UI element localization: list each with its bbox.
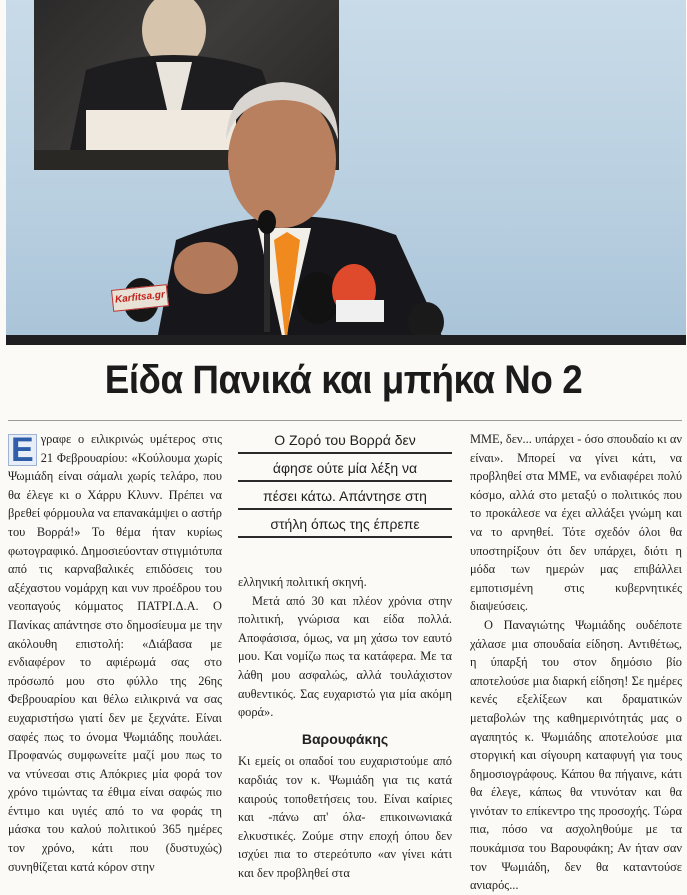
pull-quote (238, 430, 452, 542)
news-photo (6, 0, 686, 345)
headline-divider (8, 420, 682, 421)
mic-label (336, 300, 384, 322)
column-2-paragraph-2: Μετά από 30 και πλέον χρόνια στην πολιτική, γνώρισα και είδα πολλά. Αποφάσισα, όμως, να μη χάσω τον εαυτό μου. Και νομίζω πως τα κατάφερα. Με τα λάθη μου ασφαλώς, αλλά τουλάχιστον αυθεντικός. Σας ευχαριστώ για μία ακόμη φορά». (238, 593, 452, 720)
speaker-face (228, 92, 336, 228)
pull-quote-line-3: πέσει κάτω. Απάντησε στη (238, 486, 452, 510)
article-column-1 (8, 430, 222, 876)
microphone-icon (258, 210, 276, 234)
pull-quote-line-2: άφησε ούτε μία λέξη να (238, 458, 452, 482)
mic-stand-1 (264, 222, 270, 332)
column-2-paragraph-3: Κι εμείς οι οπαδοί του ευχαριστούμε από καρδιάς τον κ. Ψωμιάδη για τις κατά καιρούς τοποθετήσεις του. Είναι καίριες και -πάνω απ' όλα- επικοινωνιακά ελκυστικές. Ζούμε στην εποχή όπου δεν ισχύει πια το στερεότυπο «αν γίνει κάτι και δεν προβληθεί στα (238, 754, 452, 880)
pull-quote-line-4: στήλη όπως της έπρεπε (238, 514, 452, 538)
column-2-paragraph-1: ελληνική πολιτική σκηνή. (238, 575, 367, 589)
article-column-3 (470, 430, 682, 895)
article-headline: Είδα Πανικά και μπήκα Νο 2 (104, 358, 583, 402)
pull-quote-line-1: Ο Ζορό του Βορρά δεν (238, 430, 452, 454)
column-3-paragraph-2: Ο Παναγιώτης Ψωμιάδης ουδέποτε χάλασε μια σπουδαία είδηση. Αντιθέτως, η ύπαρξή του στον δημόσιο βίο αποτελούσε μια διαρκή είδηση! Σε ημέρες κενές εξελίξεων και δραματικών μεταβολών της καθημερινότητάς μας ο αγαπητός κ. Ψωμιάδης αποτελούσε μια στοργική και σίγουρη καταφυγή για τους δημοσιογράφους. Κάπου θα πήγαινε, κάτι θα έλεγε, κάπως θα ντυνόταν και θα γινόταν το επίκεντρο της προσοχής. Τώρα πια, πόσο να ασχοληθούμε με τα πουκάμισα του Βαρουφάκη; Αν ήταν σαν τον Ψωμιάδη, δεν θα καταντούσε ανιαρός... (470, 617, 682, 893)
inset-papers (86, 110, 236, 155)
podium-edge (6, 335, 686, 345)
column-3-paragraph-1: ΜΜΕ, δεν... υπάρχει - όσο σπουδαίο κι αν είναι». Μπορεί να γίνει κάτι, να προβληθεί στα ΜΜΕ, να ενδιαφέρει πολύ κόσμο, αλλά στο μεταξύ ο πολιτικός που το προκάλεσε να έχει αλλάξει γνώμη και να το αρνηθεί. Τότε σχεδόν όλοι θα υποστηρίξουν ότι δεν υπάρχει, διότι η μόδα των ημερών μας επιβάλλει εμποτισμένη στις κυβερνητικές διαψεύσεις. (470, 432, 682, 614)
speaker-hand (174, 242, 238, 294)
drop-cap: Ε (8, 434, 37, 466)
column-1-text: γραφε ο ειλικρινώς υμέτερος στις 21 Φεβρουαρίου: «Κούλουμα χωρίς Ψωμιάδη είναι σάμαλι χωρίς τελάρο, που θα έλεγε κι ο Χάρρυ Κλυνν. Πρέπει να βρεθεί φόρμουλα να επανακάμψει ο αστήρ του Βορρά!» Το θέμα ήταν κυρίως φωτογραφικό. Δημοσιεύονταν στιγμιότυπα από τις καρναβαλικές επιδόσεις του αξέχαστου νομάρχη και νυν προέδρου του νεοπαγούς κόμματος ΠΑΤΡΙ.Δ.Α. Ο Πανίκας απάντησε στο δημοσίευμα με την ακόλουθη επιστολή: «Διάβασα με ενδιαφέρον το αφιέρωμά σας στο πρόσωπό μου στο φύλλο της 26ης Φεβρουαρίου και θέλω ειλικρινά να σας ευχαριστήσω γιατί δεν με ξεχνάτε. Είναι σαφές πως το όνομα Ψωμιάδης πουλάει. Προφανώς συμφωνείτε μαζί μου πως το να ντύνεσαι στις Απόκριες μία φορά τον χρόνο τιμώντας τα έθιμα είναι σαφώς πιο έντιμο και υγιές από το να φοράς τη μάσκα του καλού πολιτικού 365 ημέρες τον χρόνο, κάτι που (δυστυχώς) συνηθίζεται κατά κόρον στην (8, 432, 222, 874)
mic-flag-label: Karfitsa.gr (111, 284, 169, 312)
subheading-varoufakis: Βαρουφάκης (301, 730, 389, 747)
article-column-2 (238, 573, 452, 883)
photo-illustration (6, 0, 686, 345)
